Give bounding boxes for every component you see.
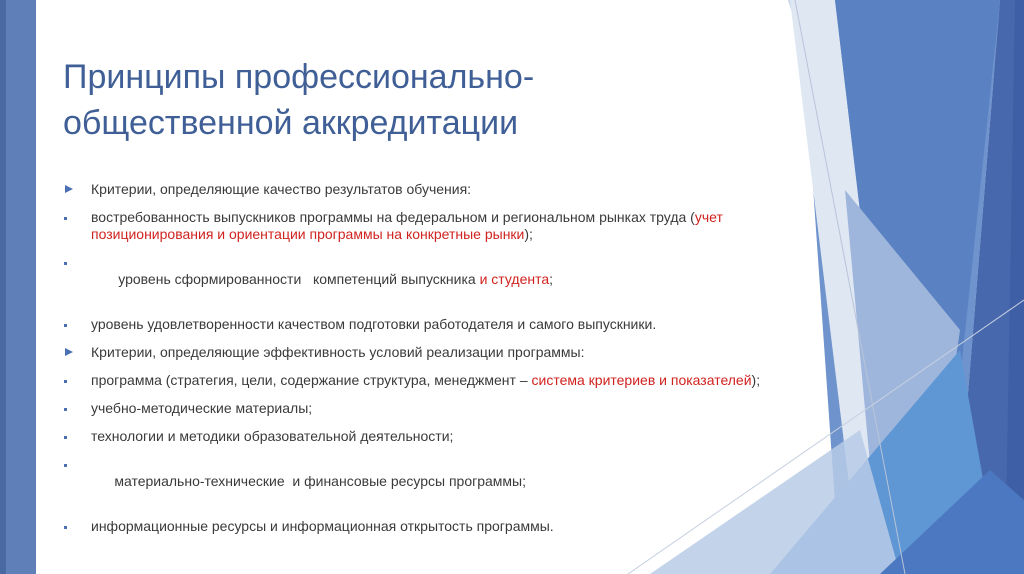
item-highlight: система критериев и показателей	[531, 372, 752, 388]
list-item	[63, 428, 763, 445]
arrow-bullet-icon	[63, 344, 73, 361]
item-text: уровень сформированности компетенций выпускника	[114, 271, 480, 287]
item-text: Критерии, определяющие качество результатов обучения:	[91, 181, 472, 197]
square-bullet-icon	[63, 372, 73, 389]
list-item	[63, 181, 763, 198]
square-bullet-icon	[63, 428, 73, 445]
list-item	[63, 209, 763, 243]
list-item	[63, 344, 763, 361]
item-text: уровень удовлетворенности качеством подготовки работодателя и самого выпускники.	[91, 316, 657, 332]
item-text: );	[751, 372, 761, 388]
item-text: );	[524, 226, 533, 242]
square-bullet-icon	[63, 400, 73, 417]
square-bullet-icon	[63, 209, 73, 226]
slide-title	[63, 54, 703, 146]
item-text: технологии и методики образовательной деятельности;	[91, 428, 454, 444]
item-text: материально-технические и финансовые ресурсы программы;	[114, 473, 527, 489]
title-line-2: общественной аккредитации	[63, 104, 519, 142]
list-item	[63, 518, 763, 535]
list-item	[63, 456, 763, 507]
item-text: ;	[549, 271, 554, 287]
item-text: программа (стратегия, цели, содержание структура, менеджмент –	[91, 372, 532, 388]
list-item	[63, 254, 763, 305]
square-bullet-icon	[63, 518, 73, 535]
list-item	[63, 400, 763, 417]
item-text: востребованность выпускников программы на федеральном и региональном рынках труда (	[91, 209, 695, 225]
title-line-1: Принципы профессионально-	[63, 58, 535, 96]
item-highlight: и студента	[479, 271, 550, 287]
item-text: информационные ресурсы и информационная открытость программы.	[91, 518, 554, 534]
list-item	[63, 316, 763, 333]
square-bullet-icon	[63, 456, 73, 473]
list-item	[63, 372, 763, 389]
arrow-bullet-icon	[63, 181, 73, 198]
item-highlight: учет позиционирования и ориентации программы на конкретные рынки	[91, 209, 723, 242]
bullet-list	[63, 181, 763, 535]
item-text: Критерии, определяющие эффективность условий реализации программы:	[91, 344, 585, 360]
item-text: учебно-методические материалы;	[91, 400, 313, 416]
square-bullet-icon	[63, 316, 73, 333]
square-bullet-icon	[63, 254, 73, 271]
